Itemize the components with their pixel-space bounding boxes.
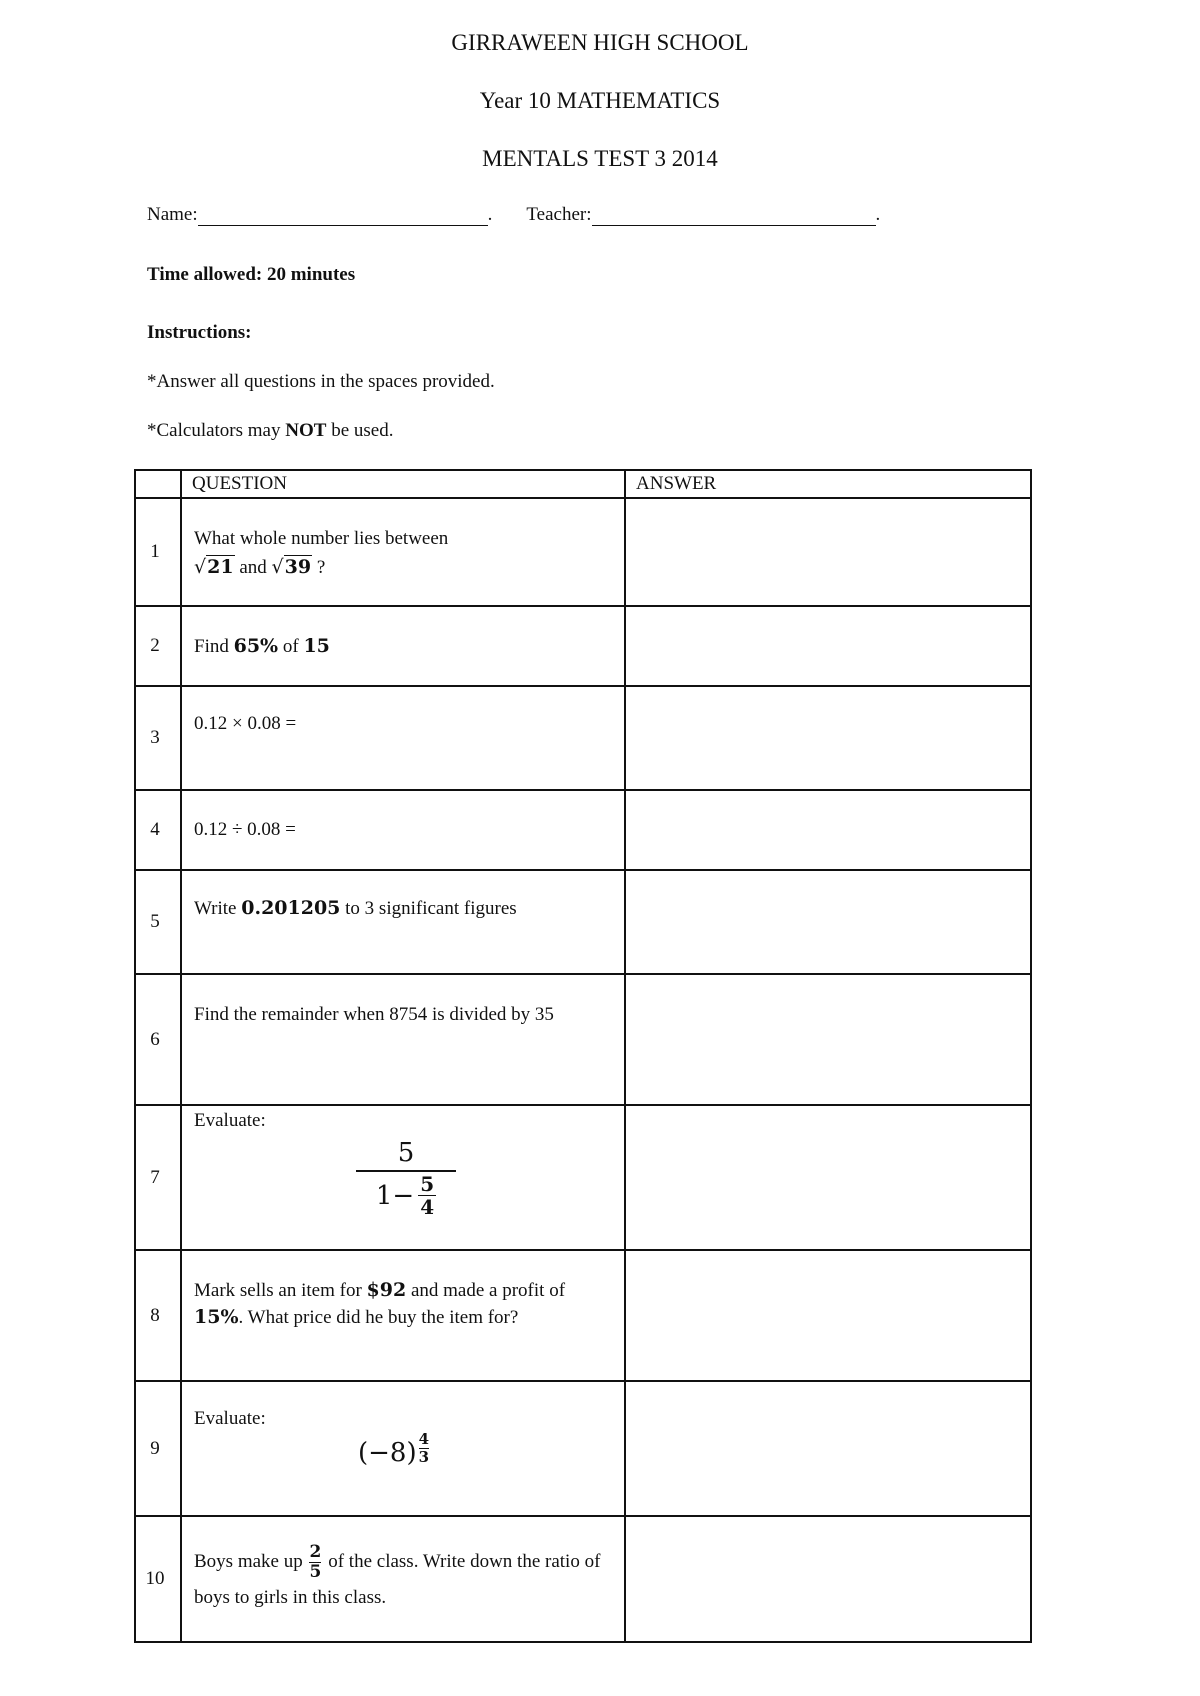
question-cell: Mark sells an item for $92 and made a profit of 15%. What price did he buy the item for? (181, 1250, 625, 1381)
instruction-2: *Calculators may NOT be used. (147, 420, 394, 441)
answer-cell[interactable] (625, 606, 1031, 686)
header-answer: ANSWER (625, 470, 1031, 498)
name-label: Name: (147, 204, 198, 225)
question-number: 6 (135, 974, 181, 1105)
question-number: 5 (135, 870, 181, 974)
name-field[interactable] (198, 207, 488, 226)
test-title: MENTALS TEST 3 2014 (482, 146, 718, 171)
question-number: 4 (135, 790, 181, 870)
answer-cell[interactable] (625, 1105, 1031, 1250)
question-cell: Evaluate: 5 1 − 5 4 (181, 1105, 625, 1250)
answer-cell[interactable] (625, 1250, 1031, 1381)
teacher-field[interactable] (592, 207, 876, 226)
question-cell: Find the remainder when 8754 is divided by 35 (181, 974, 625, 1105)
question-number: 1 (135, 498, 181, 606)
table-row (135, 1516, 1031, 1642)
header-num (135, 470, 181, 498)
question-cell: 0.12 × 0.08 = (181, 686, 625, 790)
question-number: 9 (135, 1381, 181, 1516)
question-cell: Find 65% of 15 (181, 606, 625, 686)
question-cell: 0.12 ÷ 0.08 = (181, 790, 625, 870)
answer-cell[interactable] (625, 790, 1031, 870)
name-teacher-line: Name: . Teacher: . (147, 204, 881, 225)
table-row (135, 974, 1031, 1105)
answer-cell[interactable] (625, 498, 1031, 606)
teacher-label: Teacher: (526, 204, 592, 225)
power-expression: (−8) 4 3 (358, 1430, 430, 1468)
table-row (135, 1250, 1031, 1381)
table-row (135, 606, 1031, 686)
table-row (135, 790, 1031, 870)
table-row (135, 870, 1031, 974)
question-number: 2 (135, 606, 181, 686)
question-cell: Write 0.201205 to 3 significant figures (181, 870, 625, 974)
question-number: 7 (135, 1105, 181, 1250)
question-cell: Boys make up $\frac{2}{5}$ of the class. Write down the ratio of boys to girls in this class. (181, 1516, 625, 1642)
question-cell: Evaluate: (−8) 4 3 (181, 1381, 625, 1516)
fraction-expression: 5 1 − 5 4 (356, 1138, 456, 1217)
answer-cell[interactable] (625, 1381, 1031, 1516)
instruction-1: *Answer all questions in the spaces provided. (147, 371, 495, 392)
answer-cell[interactable] (625, 1516, 1031, 1642)
answer-cell[interactable] (625, 870, 1031, 974)
question-number: 3 (135, 686, 181, 790)
instructions-heading: Instructions: (147, 322, 252, 343)
table-row (135, 1381, 1031, 1516)
school-name: GIRRAWEEN HIGH SCHOOL (451, 30, 749, 55)
answer-cell[interactable] (625, 974, 1031, 1105)
table-header-row (135, 470, 1031, 498)
question-number: 8 (135, 1250, 181, 1381)
answer-cell[interactable] (625, 686, 1031, 790)
table-row (135, 1105, 1031, 1250)
table-row (135, 498, 1031, 606)
subject-title: Year 10 MATHEMATICS (479, 88, 721, 113)
question-table (134, 469, 1032, 1643)
table-row (135, 686, 1031, 790)
question-number: 10 (135, 1516, 181, 1642)
question-cell: What whole number lies between √21 and √39 ? (181, 498, 625, 606)
time-allowed: Time allowed: 20 minutes (147, 264, 356, 285)
header-question: QUESTION (181, 470, 625, 498)
